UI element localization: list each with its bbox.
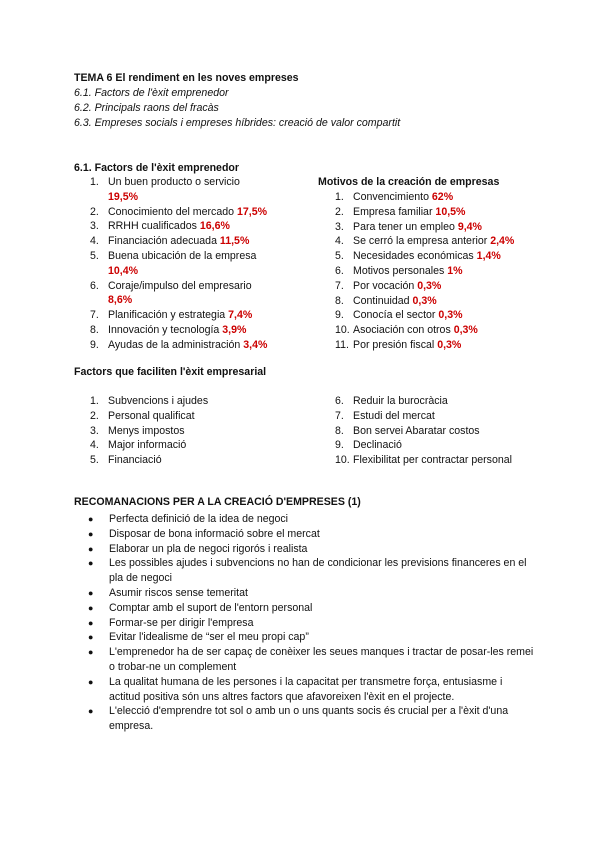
list-item: 1. Un buen producto o servicio 19,5% xyxy=(90,176,240,203)
list-item: 7. Estudi del mercat xyxy=(335,409,435,422)
list-item: ● Disposar de bona informació sobre el mercat xyxy=(88,527,320,540)
list-item: 2. Conocimiento del mercado 17,5% xyxy=(90,205,268,218)
list-item: 9. Ayudas de la administración 3,4% xyxy=(90,338,268,351)
facilitators-list-right xyxy=(335,394,555,468)
bullet-icon: ● xyxy=(88,514,94,524)
list-item: 5. Necesidades económicas 1,4% xyxy=(335,250,501,263)
recommendations-list xyxy=(86,512,536,734)
subtopic-2: 6.2. Principals raons del fracàs xyxy=(74,102,219,114)
list-item: 6. Reduir la burocràcia xyxy=(335,395,448,407)
bullet-icon: ● xyxy=(88,617,94,628)
list-item: 2. Personal qualificat xyxy=(90,409,195,422)
list-item: 9. Conocía el sector 0,3% xyxy=(335,309,463,322)
list-item: ● Formar-se per dirigir l'empresa xyxy=(88,616,254,629)
page-title: TEMA 6 El rendiment en les noves empreses xyxy=(74,72,299,84)
list-item: ● La qualitat humana de les persones i la capacitat per transmetre força, entusiasme i actitud positiva són uns altres factors que afavoreixen l'èxit en el projecte. xyxy=(88,675,503,703)
list-item: ● Asumir riscos sense temeritat xyxy=(88,586,248,599)
list-item: 11. Por presión fiscal 0,3% xyxy=(335,338,462,351)
list-item: 8. Continuidad 0,3% xyxy=(335,294,437,307)
bullet-icon: ● xyxy=(88,676,94,687)
section-heading-success-factors: 6.1. Factors de l'èxit emprenedor xyxy=(74,162,240,174)
list-item: 3. Para tener un empleo 9,4% xyxy=(335,220,482,233)
subtopic-1: 6.1. Factors de l'èxit emprenedor xyxy=(74,87,229,99)
list-item: ● Comptar amb el suport de l'entorn personal xyxy=(88,601,313,614)
list-item: 8. Bon servei Abaratar costos xyxy=(335,424,480,437)
list-item: ● Elaborar un pla de negoci rigorós i realista xyxy=(88,542,308,555)
list-item: 3. RRHH cualificados 16,6% xyxy=(90,220,230,233)
bullet-icon: ● xyxy=(88,602,94,613)
success-factors-list xyxy=(90,175,290,353)
list-item: ● L'elecció d'emprendre tot sol o amb un o uns quants socis és crucial per a l'èxit d'una empresa. xyxy=(88,705,509,733)
facilitators-list-left xyxy=(90,394,290,468)
list-item: 1. Subvencions i ajudes xyxy=(90,395,209,407)
section-heading-recommendations: RECOMANACIONS PER A LA CREACIÓ D'EMPRESES (1) xyxy=(74,496,361,508)
list-item: 4. Financiación adecuada 11,5% xyxy=(90,235,250,248)
list-item: 9. Declinació xyxy=(335,439,402,452)
list-item: 7. Planificación y estrategia 7,4% xyxy=(90,309,253,322)
list-item: 10. Asociación con otros 0,3% xyxy=(335,324,478,337)
list-item: 2. Empresa familiar 10,5% xyxy=(335,205,466,218)
list-item: ● Les possibles ajudes i subvencions no han de condicionar les previsions financeres en el pla de negoci xyxy=(88,557,527,585)
motives-list xyxy=(335,190,545,353)
list-item: 1. Convencimiento 62% xyxy=(335,191,454,203)
list-item: ● Evitar l'idealisme de “ser el meu propi cap” xyxy=(88,631,309,644)
list-item: 7. Por vocación 0,3% xyxy=(335,279,442,292)
list-item: 6. Motivos personales 1% xyxy=(335,264,463,277)
list-item: 10. Flexibilitat per contractar personal xyxy=(335,454,512,467)
bullet-icon: ● xyxy=(88,587,94,598)
list-item: 6. Coraje/impulso del empresario 8,6% xyxy=(90,279,252,307)
section-heading-motives: Motivos de la creación de empresas xyxy=(318,176,500,188)
list-item: 4. Major informació xyxy=(90,439,187,452)
list-item: 3. Menys impostos xyxy=(90,424,185,437)
list-item: ● L'emprenedor ha de ser capaç de conèixer les seues manques i tractar de posar-les remei o trobar-ne un complement xyxy=(88,646,534,673)
list-item: 8. Innovación y tecnología 3,9% xyxy=(90,323,247,336)
bullet-icon: ● xyxy=(88,543,94,554)
bullet-icon: ● xyxy=(88,706,94,717)
bullet-icon: ● xyxy=(88,528,94,539)
bullet-icon: ● xyxy=(88,558,94,569)
list-item: 5. Financiació xyxy=(90,454,162,467)
list-item: 5. Buena ubicación de la empresa 10,4% xyxy=(90,249,257,277)
list-item: ● Perfecta definició de la idea de negoci xyxy=(88,513,289,525)
bullet-icon: ● xyxy=(88,647,94,658)
subtopic-3: 6.3. Empreses socials i empreses híbrides: creació de valor compartit xyxy=(74,117,401,129)
bullet-icon: ● xyxy=(88,632,94,643)
list-item: 4. Se cerró la empresa anterior 2,4% xyxy=(335,235,515,248)
section-heading-facilitators: Factors que faciliten l'èxit empresarial xyxy=(74,366,267,378)
